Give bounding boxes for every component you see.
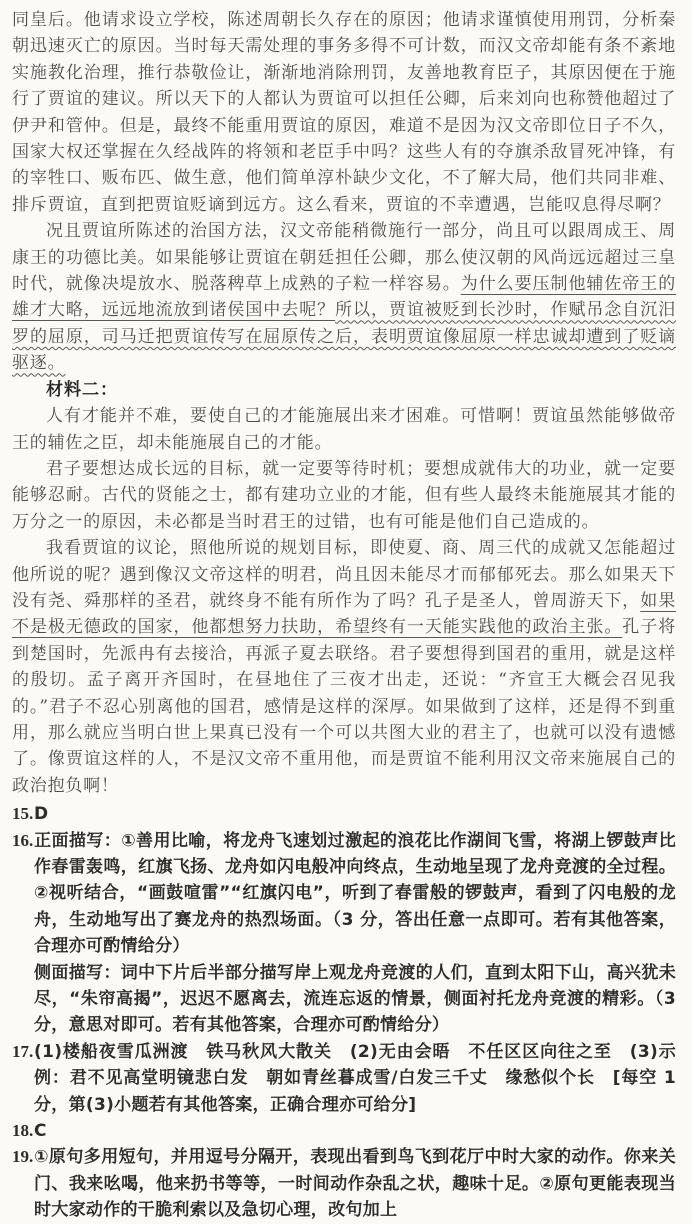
translation-section — [12, 7, 676, 799]
material-two-heading: 材料二： — [46, 379, 118, 400]
answer-text: ①原句多用短句，并用逗号分隔开，表现出看到鸟飞到花厅中时大家的动作。你来关门、我来吆喝，他来扔书等等，一时间动作杂乱之状，趣味十足。②原句更能表现当时大家动作的干脆利索以及急切心理，改句加上 — [34, 1147, 676, 1221]
answer-item-17 — [12, 1039, 676, 1118]
text-run: 君子要想达成长远的目标，就一定要等待时机；要想成就伟大的功业，就一定要能够忍耐。古代的贤能之士，都有建功立业的才能，但有些人最终未能施展其才能的万分之一的原因，未必都是当时君王的过错，也有可能是他们自己造成的。 — [12, 458, 676, 532]
answer-lead-paragraph — [12, 828, 676, 960]
answer-item-18 — [12, 1118, 676, 1144]
answer-lead-paragraph — [12, 1039, 676, 1118]
text-run: 我看贾谊的议论，照他所说的规划目标，即使夏、商、周三代的成就又怎能超过他所说的呢？遇到像汉文帝这样的明君，尚且因未能尽才而郁郁死去。那么如果天下没有尧、舜那样的圣君，就终身不能有所作为了吗？孔子是圣人，曾周游天下， — [12, 538, 676, 611]
translation-paragraph — [12, 218, 676, 376]
question-number: 16. — [12, 830, 34, 850]
solid-underlined-text: 如果不是极无德政的国家，他都想努力扶助，希望终有一天能实践他的政治主张。 — [12, 590, 676, 638]
answer-item-19 — [12, 1144, 676, 1223]
answer-item-15 — [12, 801, 676, 827]
answer-text: D — [34, 804, 49, 825]
answer-text: (1)楼船夜雪瓜洲渡 铁马秋风大散关 (2)无由会晤 不任区区向往之至 (3)示例：君不见高堂明镜悲白发 朝如青丝暮成雪/白发三千丈 缘愁似个长 [每空 1 分，第(3)小题若有其他答案，正确合理亦可给分] — [34, 1041, 676, 1115]
text-run: 人有才能并不难，要使自己的才能施展出来才困难。可惜啊！贾谊虽然能够做帝王的辅佐之臣，却未能施展自己的才能。 — [12, 406, 676, 453]
solid-underlined-text: 为什么要压制他辅佐帝王的雄才大略，远远地流放到诸侯国中去呢？ — [12, 274, 676, 321]
text-run: 孔子将到楚国时，先派冉有去接洽，再派子夏去联络。君子要想得到国君的重用，就是这样的殷切。孟子离开齐国时，在昼地住了三夜才出走，还说：“齐宣王大概会召见我的。”君子不忍心别离他的国君，感情是这样的深厚。如果做到了这样，还是得不到重用，那么就应当明白世上果真已没有一个可以共图大业的君主了，也就可以没有遗憾了。像贾谊这样的人，不是汉文帝不重用他，而是贾谊不能利用汉文帝来施展自己的政治抱负啊！ — [12, 617, 676, 796]
translation-paragraph — [12, 535, 676, 799]
answer-text: 侧面描写：词中下片后半部分描写岸上观龙舟竞渡的人们，直到太阳下山，高兴犹未尽，“朱帘高揭”，迟迟不愿离去，流连忘返的情景，侧面衬托龙舟竞渡的精彩。（3 分，意思对即可。若有其他答案，合理亦可酌情给分） — [34, 962, 676, 1036]
answer-lead-paragraph — [12, 801, 676, 827]
translation-paragraph — [12, 7, 676, 218]
wavy-underlined-text: 所以，贾谊被贬到长沙时，作赋吊念自沉汨罗的屈原，司马迁把贾谊传写在屈原传之后，表明贾谊像屈原一样忠诚却遭到了贬谪驱逐。 — [12, 300, 677, 374]
answer-item-16 — [12, 828, 676, 1039]
text-run: 况且贾谊所陈述的治国方法，汉文帝能稍微施行一部分，尚且可以跟周成王、周康王的功德比美。如果能够让贾谊在朝廷担任公卿，那么使汉朝的风尚远远超过三皇时代，就像决堤放水、脱落稗草上成熟的子粒一样容易。 — [12, 221, 676, 295]
translation-paragraph — [12, 403, 676, 456]
translation-paragraph — [12, 456, 676, 535]
question-number: 18. — [12, 1121, 34, 1141]
answer-text: 正面描写：①善用比喻，将龙舟飞速划过激起的浪花比作湖间飞雪，将湖上锣鼓声比作春雷轰鸣，红旗飞扬、龙舟如闪电般冲向终点，生动地呈现了龙舟竞渡的全过程。②视听结合，“画鼓喧雷”“红旗闪电”，听到了春雷般的锣鼓声，看到了闪电般的龙舟，生动地写出了赛龙舟的热烈场面。（3 分，答出任意一点即可。若有其他答案，合理亦可酌情给分） — [34, 830, 676, 957]
text-run: 同皇后。他请求设立学校，陈述周朝长久存在的原因；他请求谨慎使用刑罚，分析秦朝迅速灭亡的原因。当时每天需处理的事务多得不可计数，而汉文帝却能有条不紊地实施教化治理，推行恭敬俭让，渐渐地消除刑罚，友善地教育臣子，其原因便在于施行了贾谊的建议。所以天下的人都认为贾谊可以担任公卿，后来刘向也称赞他超过了伊尹和管仲。但是，最终不能重用贾谊的原因，难道不是因为汉文帝即位日子不久，国家大权还掌握在久经战阵的将领和老臣手中吗？这些人有的夺旗杀敌冒死冲锋，有的宰牲口、贩布匹、做生意，他们简单淳朴缺少文化，不了解大局，他们共同非难、排斥贾谊，直到把贾谊贬谪到远方。这么看来，贾谊的不幸遭遇，岂能叹息得尽啊？ — [12, 10, 676, 215]
answer-continuation-paragraph — [12, 960, 676, 1039]
answer-lead-paragraph — [12, 1118, 676, 1144]
answers-section — [12, 801, 676, 1224]
answer-lead-paragraph — [12, 1144, 676, 1223]
question-number: 17. — [12, 1041, 34, 1061]
question-number: 19. — [12, 1147, 34, 1167]
answer-text: C — [34, 1121, 47, 1142]
question-number: 15. — [12, 804, 34, 824]
